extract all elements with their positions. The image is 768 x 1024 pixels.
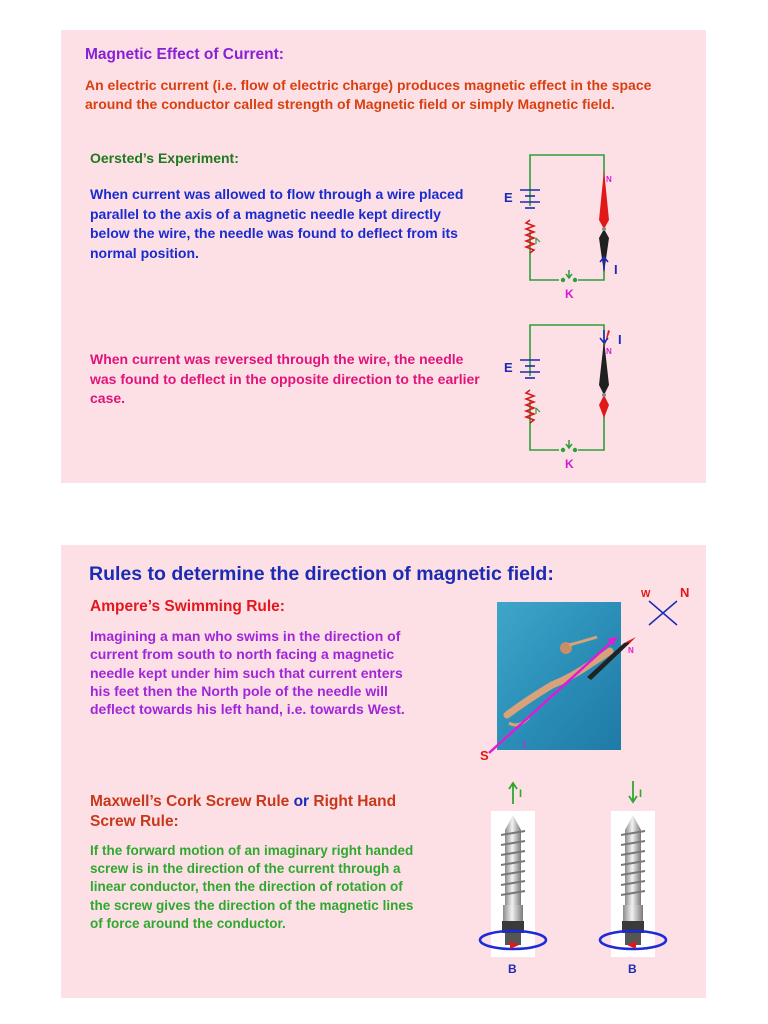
slide-title: Rules to determine the direction of magnetic field:: [89, 563, 554, 585]
current-down-arrow-icon: [629, 781, 637, 802]
screw-icon: [491, 811, 535, 957]
screw2-field-label: B: [628, 962, 637, 976]
swim-needle-north-label: N: [628, 646, 634, 655]
ampere-paragraph: Imagining a man who swims in the direction of current from south to north facing a magnetic needle kept under him such that current enters his feet then the North pole of the needle will deflect towards his left hand, i.e. towards West.: [90, 628, 405, 718]
intro-paragraph: An electric current (i.e. flow of electric charge) produces magnetic effect in the space around the conductor called strength of Magnetic field or simply Magnetic field.: [85, 77, 652, 112]
key-label: K: [565, 287, 574, 301]
maxwell-heading: Maxwell’s Cork Screw Rule or Right Hand Screw Rule:: [90, 793, 397, 830]
screw1-current-label: I: [519, 788, 523, 800]
cell-label: E: [504, 190, 513, 205]
current-label: I: [618, 332, 622, 347]
swim-current-label: I: [523, 740, 526, 750]
key-arrow-icon: [566, 440, 572, 448]
screw1-field-label: B: [508, 962, 517, 976]
west-label: W: [641, 589, 651, 600]
screw-icon: [611, 811, 655, 957]
ampere-heading: Ampere’s Swimming Rule:: [90, 598, 285, 615]
south-label: S: [480, 748, 489, 763]
current-label: I: [614, 262, 618, 277]
oersted-heading: Oersted’s Experiment:: [90, 150, 239, 166]
oersted-paragraph-1: When current was allowed to flow through a wire placed parallel to the axis of a magnetic needle kept directly below the wire, the needle was found to deflect from its normal position.: [90, 186, 464, 261]
needle-north-label: N: [606, 347, 612, 356]
maxwell-paragraph: If the forward motion of an imaginary right handed screw is in the direction of the current through a linear conductor, then the direction of rotation of the screw gives the direction of the magnetic lines of force around the conductor.: [90, 843, 414, 931]
cell-label: E: [504, 360, 513, 375]
slide-magnetic-effect: [61, 30, 706, 483]
key-label: K: [565, 457, 574, 471]
slide-title: Magnetic Effect of Current:: [85, 46, 284, 63]
key-contact-icon: [561, 448, 565, 452]
current-up-arrow-icon: [509, 783, 517, 804]
screw2-current-label: I: [639, 788, 643, 800]
rheostat-icon: [526, 390, 534, 423]
screw-rule-diagram: [61, 545, 706, 998]
circuit-diagram-2: [61, 30, 706, 483]
oersted-paragraph-2: When current was reversed through the wire, the needle was found to deflect in the opposite direction to the earlier case.: [90, 351, 480, 406]
needle-north-label: N: [606, 175, 612, 184]
slide-magnetic-field-rules: [61, 545, 706, 998]
north-label: N: [680, 585, 690, 600]
